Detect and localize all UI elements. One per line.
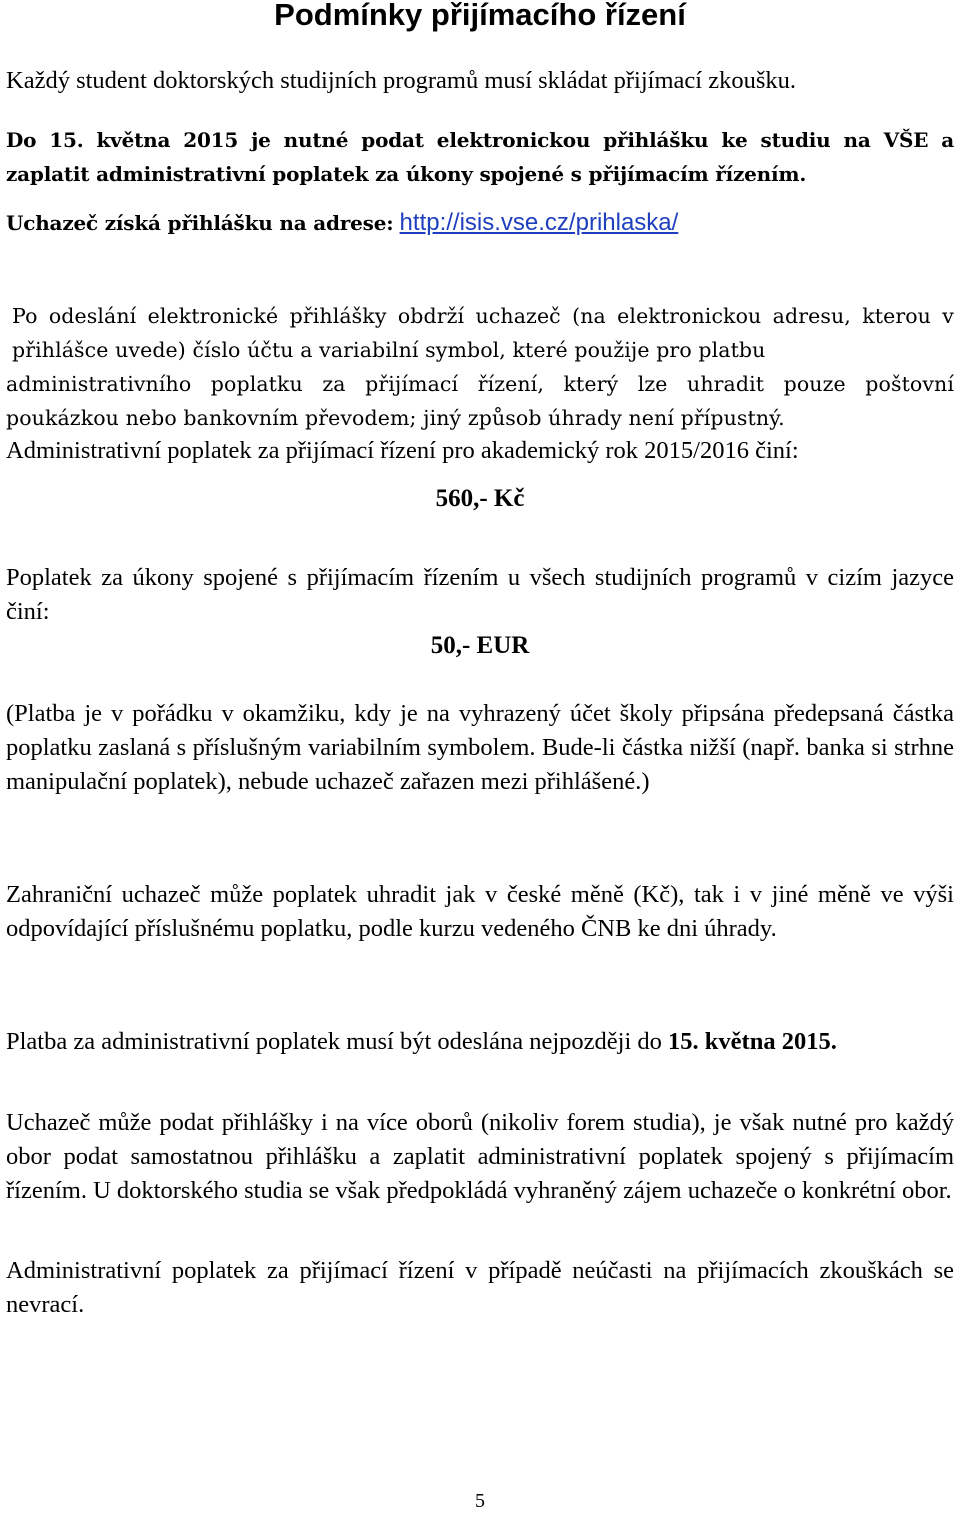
paragraph-multiple-applications: Uchazeč může podat přihlášky i na více oborů (nikoliv forem studia), je však nutné pro každý obor podat samostatnou přihlášku a zaplatit administrativní poplatek spojený s přijímacím řízením. U doktorského studia se však předpokládá vyhraněný zájem uchazeče o konkrétní obor. — [6, 1109, 954, 1204]
paragraph-payment-confirmation: (Platba je v pořádku v okamžiku, kdy je na vyhrazený účet školy připsána předepsaná částka poplatku zaslaná s příslušným variabilním symbolem. Bude-li částka nižší (např. banka si strhne manipulační poplatek), nebude uchazeč zařazen mezi přihlášené.) — [6, 700, 954, 795]
paragraph-payment-deadline — [6, 1025, 954, 1059]
paragraph-fee-statement: Administrativní poplatek za přijímací řízení pro akademický rok 2015/2016 činí: — [6, 437, 799, 464]
payment-deadline-date: 15. května 2015. — [668, 1028, 837, 1055]
paragraph-application-address — [6, 206, 954, 240]
application-link[interactable]: http://isis.vse.cz/prihlaska/ — [399, 209, 679, 236]
page-number: 5 — [475, 1490, 485, 1512]
paragraph-non-refundable: Administrativní poplatek za přijímací řízení v případě neúčasti na přijímacích zkouškách se nevrací. — [6, 1257, 954, 1318]
payment-deadline-text: Platba za administrativní poplatek musí být odeslána nejpozději do — [6, 1028, 662, 1055]
paragraph-payment-info-b: administrativního poplatku za přijímací řízení, který lze uhradit pouze poštovní poukázkou nebo bankovním převodem; jiný způsob úhrady není přípustný. — [6, 372, 954, 430]
application-address-prefix: Uchazeč získá přihlášku na adrese: — [6, 211, 394, 235]
paragraph-foreign-language-fee: Poplatek za úkony spojené s přijímacím řízením u všech studijních programů v cizím jazyce činí: — [6, 564, 954, 625]
paragraph-payment-info-a: Po odeslání elektronické přihlášky obdrží uchazeč (na elektronickou adresu, kterou v přihlášce uvede) číslo účtu a variabilní symbol, které použije pro platbu — [12, 304, 954, 362]
paragraph-exam-requirement: Každý student doktorských studijních programů musí skládat přijímací zkoušku. — [6, 67, 796, 94]
page-title: Podmínky přijímacího řízení — [274, 0, 686, 32]
fee-amount-czk: 560,- Kč — [435, 485, 525, 512]
paragraph-foreign-currency: Zahraniční uchazeč může poplatek uhradit jak v české měně (Kč), tak i v jiné měně ve výši odpovídající příslušnému poplatku, podle kurzu vedeného ČNB ke dni úhrady. — [6, 881, 954, 942]
fee-amount-eur: 50,- EUR — [430, 632, 530, 659]
paragraph-application-deadline: Do 15. května 2015 je nutné podat elektronickou přihlášku ke studiu na VŠE a zaplatit administrativní poplatek za úkony spojené s přijímacím řízením. — [6, 128, 954, 186]
